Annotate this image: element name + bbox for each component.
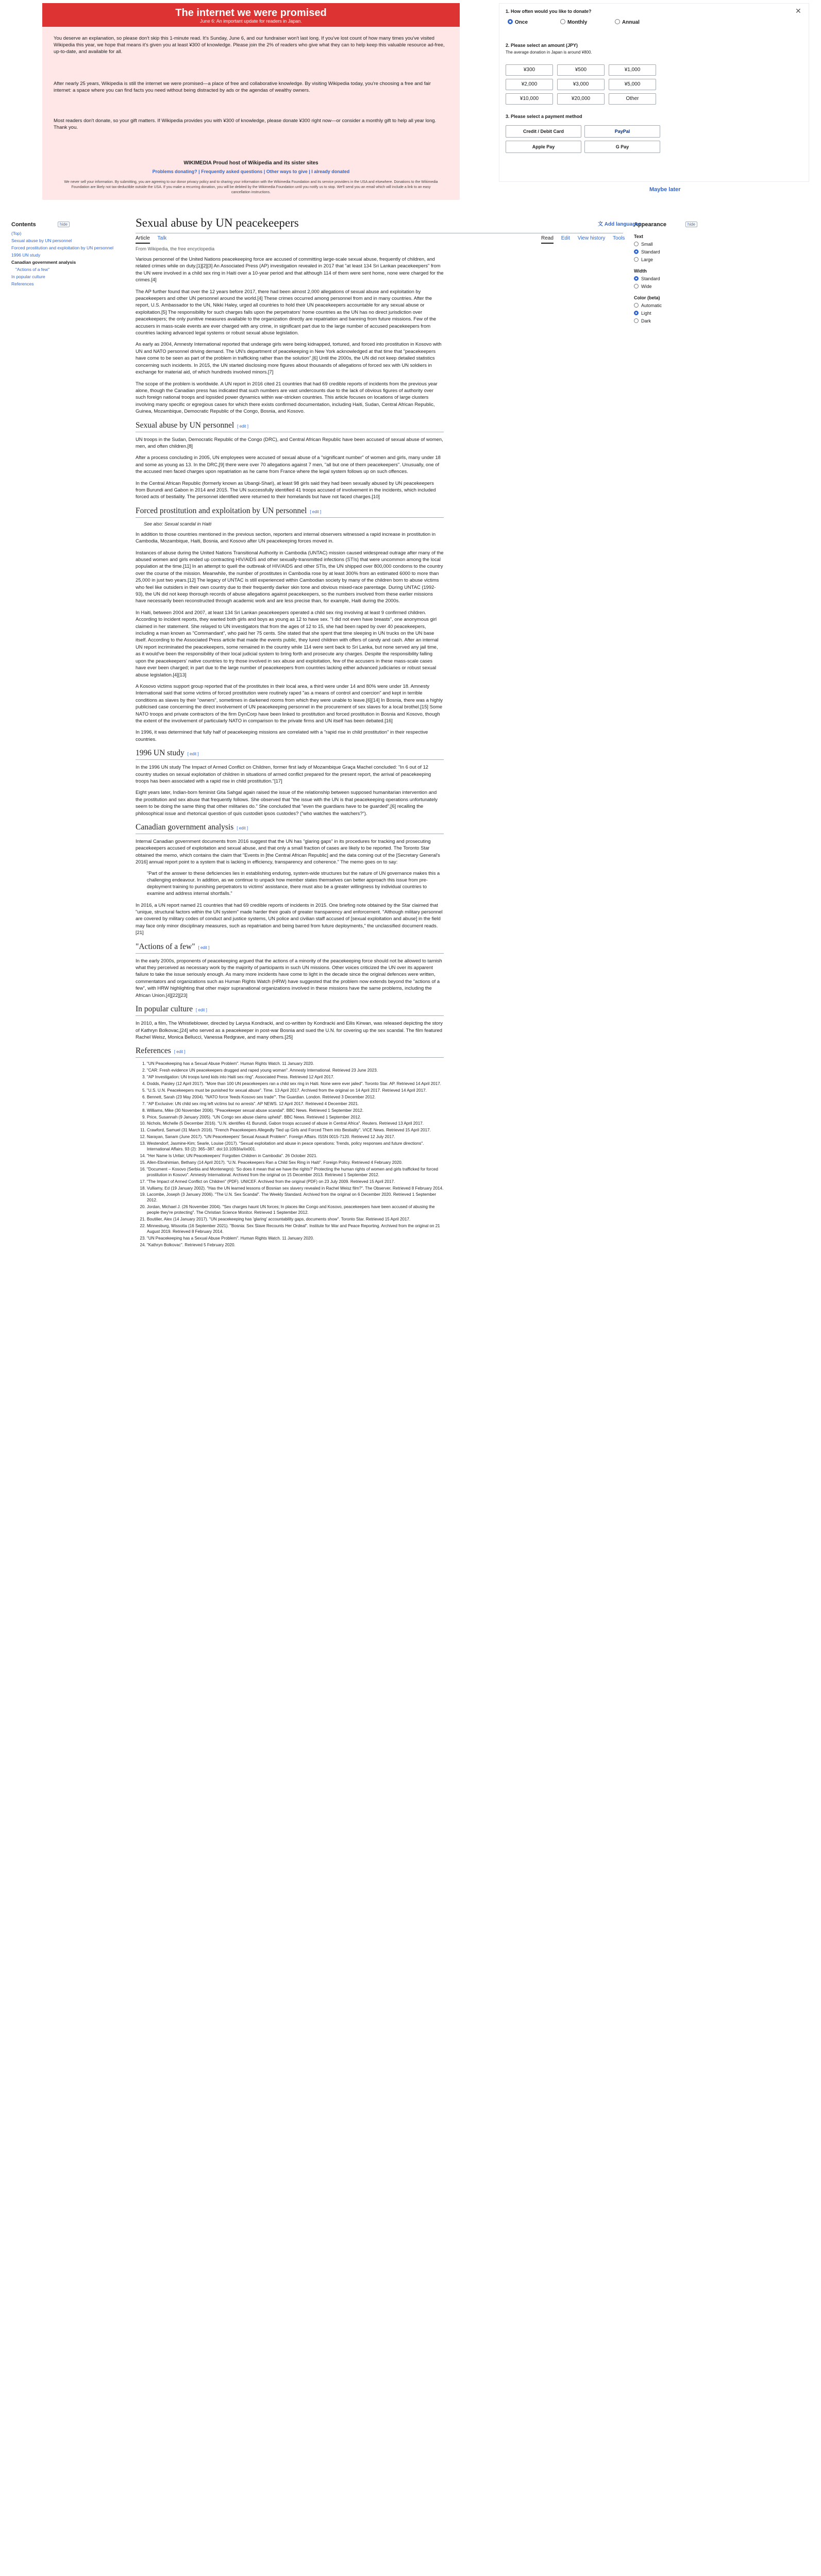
reference-item[interactable]: 9. Price, Susannah (9 January 2005). "UN Congo sex abuse claims upheld". BBC News. Retrieved 1 September 2012. — [147, 1115, 444, 1121]
namespace-tabs — [136, 235, 173, 241]
reference-item[interactable]: 3. "AP Investigation: UN troops lured kids into Haiti sex ring". Associated Press. Retrieved 12 April 2017. — [147, 1075, 444, 1080]
toc-item-top[interactable]: (Top) — [11, 231, 22, 236]
reference-item[interactable]: 14. "Her Name Is Unfair; UN Peacekeepers' Forgotten Children in Cambodia". 26 October 2021. — [147, 1154, 444, 1159]
reference-item[interactable]: 10. Nichols, Michelle (5 December 2016). "U.N. identifies 41 Burundi, Gabon troops accused of abuse in Central Africa". Reuters. Retrieved 13 April 2017. — [147, 1121, 444, 1127]
toc-item-actions-of-a-few[interactable]: "Actions of a few" — [15, 267, 50, 272]
radio-monthly[interactable]: Monthly — [560, 19, 587, 25]
radio-once[interactable]: Once — [508, 19, 528, 25]
paragraph: In the early 2000s, proponents of peacekeeping argued that the actions of a minority of the peacekeeping force should not be allowed to tarnish what they perceived as necessary work by the majority of participants in such UN missions. Other voices criticized the UN over its apparent failure to take the issue seriously enough. As many more incidents have come to light in the decade since the original defences were written, commentators and organizations such as Human Rights Watch (HRW) have suggested that the problem now extends beyond the "actions of a few", with HRW highlighting that other major supranational organizations involved in these missions have the same problems, including the African Union.[4][22][23] — [136, 957, 442, 998]
tab-tools[interactable]: Tools — [613, 235, 625, 241]
color-label: Color (beta) — [634, 295, 660, 300]
amount-option[interactable]: ¥5,000 — [609, 79, 656, 90]
paragraph: After a process concluding in 2005, UN employees were accused of sexual abuse of a "significant number" of women and girls, many under 18 and some as young as 13. In the DRC,[9] there were over 70 allegations against 7 men, "all but one of them peacekeepers". Unusually, one of the accused men faced charges upon repatriation as he came from France where the legal system follows up on such offences. — [136, 454, 441, 474]
references-list — [136, 1061, 444, 1248]
appearance-panel — [634, 222, 706, 326]
amount-option[interactable]: ¥2,000 — [506, 79, 553, 90]
toc-hide-button[interactable]: hide — [58, 222, 70, 227]
wikimedia-logo-row: WIKIMEDIA Proud host of Wikipedia and its sister sites — [183, 160, 319, 166]
lead-paragraph: As early as 2004, Amnesty International reported that underage girls were being kidnapped, tortured, and forced into prostitution in Kosovo with UN and NATO personnel driving demand. The UN's department of peacekeeping in New York acknowledged at that time that "peacekeepers have come to be seen as part of the problem in trafficking rather than the solution".[6] Until the 2000s, the UN did not keep detailed statistics concerning such incidents. In 2015, the UN started disclosing more figures about thousands of allegations of forced sex with UN soldiers in exchange for material aid, of which hundreds involved minors.[7] — [136, 341, 442, 375]
paragraph: In 2016, a UN report named 21 countries that had 69 credible reports of incidents in 2015. One briefing note obtained by the Star claimed that "unique, structural factors within the UN system" made harder their goals of greater transparency and enforcement. "Although military personnel are covered by military codes of conduct and justice systems, UN police and civilian staff accused of [sexual exploitation and abuse] in the field may face only minor disciplinary measures, such as repatriation and being barred from future deployments," the unclassified document reads.[21] — [136, 902, 443, 936]
toc-item-1996-study[interactable]: 1996 UN study — [11, 252, 41, 258]
paragraph: UN troops in the Sudan, Democratic Republic of the Congo (DRC), and Central African Republic have been accused of sexual abuse of women, men, and often children.[8] — [136, 436, 443, 449]
fundraising-banner — [42, 3, 460, 200]
donation-form — [499, 3, 809, 182]
article-body — [136, 256, 444, 1249]
reference-item[interactable]: 21. Boutilier, Alex (14 January 2017). "UN peacekeeping has 'glaring' accountability gaps, documents show". Toronto Star. Retrieved 15 April 2017. — [147, 1217, 444, 1223]
amount-option[interactable]: ¥10,000 — [506, 93, 553, 105]
toc-item-canadian-analysis[interactable]: Canadian government analysis — [11, 260, 76, 265]
reference-item[interactable]: 6. Bennett, Sarah (23 May 2004). "NATO force 'feeds Kosovo sex trade'". The Guardian. London. Retrieved 3 December 2012. — [147, 1095, 444, 1100]
width-standard-radio[interactable]: Standard — [634, 276, 706, 281]
close-icon[interactable]: ✕ — [795, 7, 801, 15]
reference-item[interactable]: 24. "Kathryn Bolkovac". Retrieved 5 February 2020. — [147, 1243, 444, 1248]
lead-paragraph: Various personnel of the United Nations peacekeeping force are accused of committing large-scale sexual abuse, frequently of children, and related crimes while on duty.[1][2][3] An Associated Press (AP) investigation revealed in 2017 that "at least 134 Sri Lankan peacekeepers" from the UN were involved in a child sex ring in Haiti over a 10-year period and that although 114 of them were sent home, none were charged for the crimes.[4] — [136, 256, 444, 283]
edit-section-link[interactable]: [ edit ] — [237, 423, 248, 429]
banner-paragraph: You deserve an explanation, so please don't skip this 1-minute read. It's Sunday, June 6, and our fundraiser won't last long. If you've lost count of how many times you've visited Wikipedia this year, we hope that means it's given you at least ¥300 of knowledge. Please join the 2% of readers who give what they can to help keep this valuable resource ad-free, up-to-date, and available for all. — [54, 36, 445, 55]
add-languages-button[interactable]: 文 Add languages — [598, 222, 642, 227]
toc-item-sexual-abuse[interactable]: Sexual abuse by UN personnel — [11, 238, 72, 243]
paypal-button[interactable]: PayPal — [584, 125, 660, 138]
amount-option[interactable]: ¥500 — [557, 64, 605, 76]
text-small-radio[interactable]: Small — [634, 242, 706, 247]
reference-item[interactable]: 12. Narayan, Sanam (June 2017). "UN Peacekeepers' Sexual Assault Problem". Foreign Affairs. ISSN 0015-7120. Retrieved 12 July 2017. — [147, 1134, 444, 1140]
section-heading: Canadian government analysis [ edit ] — [136, 823, 444, 834]
color-light-radio[interactable]: Light — [634, 311, 706, 316]
amount-other-input[interactable]: Other — [609, 93, 656, 105]
paragraph: A Kosovo victims support group reported that of the prostitutes in their local area, a third were under 14 and 80% were under 18. Amnesty International said that some victims of forced prostitution were routinely raped "as a means of control and coercion" and kept in terrible conditions as slaves by their "owners", sometimes in darkened rooms from which they were unable to leave.[6][14] In Bosnia, there was a highly publicised case concerning the direct involvement of UN peacekeeping personnel in the procurement of sex slaves for a local brothel.[15] Some NATO troops and private contractors of the firm DynCorp have been linked to prostitution and forced prostitution in Bosnia and Kosovo, though the extent of the involvement of particularly NATO in comparison to the private firms and UN itself has been debated.[16] — [136, 683, 443, 723]
toc-item-references[interactable]: References — [11, 281, 34, 286]
appearance-hide-button[interactable]: hide — [685, 222, 697, 227]
reference-item[interactable]: 17. "The Impact of Armed Conflict on Children" (PDF). UNICEF. Archived from the original (PDF) on 23 July 2009. Retrieved 15 April 2017. — [147, 1179, 444, 1185]
amount-note: The average donation in Japan is around ¥800. — [506, 50, 592, 55]
appearance-title: Appearance — [634, 222, 666, 228]
text-standard-radio[interactable]: Standard — [634, 249, 706, 255]
amount-option[interactable]: ¥300 — [506, 64, 553, 76]
section-heading: In popular culture [ edit ] — [136, 1005, 444, 1016]
see-also-note[interactable]: See also: Sexual scandal in Haiti — [144, 521, 212, 527]
edit-section-link[interactable]: [ edit ] — [310, 509, 322, 514]
paragraph: In Haiti, between 2004 and 2007, at least 134 Sri Lankan peacekeepers operated a child sex ring involving at least 9 confirmed children. According to incident reports, they wanted both girls and boys as young as 12 to have sex. "I did not even have breasts", one anonymous girl claimed in her statement. She relayed to UN investigators that from the ages of 12 to 15, she had been raped by over 40 peacekeepers, including a man known as "Commandant", who paid her 75 cents. She stated that she spent that time sleeping in UN trucks on the UN base itself. According to the Associated Press article that made the events public, they lured children with offers of candy and cash. After an internal UN report incriminated the peacekeepers, some remained in the country while 114 were sent back to Sri Lanka, but none served any jail time, as it would've been the responsibility of their local judicial system to bring forth and prosecute any charges. Despite the responsibility falling upon the peacekeepers' native countries to try those involved in sex abuse and exploitation, few of the accusers in these mass-scale cases have ever been charged; in part due to the large number of peacekeepers from countries lacking either advanced judiciaries or robust sexual abuse legislation.[4][13] — [136, 609, 439, 677]
paragraph: In 1996, it was determined that fully half of peacekeeping missions are correlated with a "rapid rise in child prostitution" in their respective countries. — [136, 729, 428, 742]
amount-option[interactable]: ¥1,000 — [609, 64, 656, 76]
reference-item[interactable]: 7. "AP Exclusive: UN child sex ring left victims but no arrests". AP NEWS. 12 April 2017. Retrieved 4 December 2021. — [147, 1101, 444, 1107]
reference-item[interactable]: 15. Allen-Ebrahimian, Bethany (14 April 2017). "U.N. Peacekeepers Ran a Child Sex Ring in Haiti". Foreign Policy. Retrieved 4 February 2020. — [147, 1160, 444, 1166]
table-of-contents — [11, 222, 114, 289]
banner-fine-print: We never sell your information. By submitting, you are agreeing to our donor privacy policy and to sharing your information with the Wikimedia Foundation and its service providers in the USA and elsewhere. Donations to the Wikimedia Foundation are likely not tax-deductible outside the USA. If you make a recurring donation, you will be debited by the Wikimedia Foundation until you notify us to stop. We'll send you an email which will include a link to an easy cancellation instructions. — [64, 180, 438, 194]
reference-item[interactable]: 1. "UN Peacekeeping has a Sexual Abuse Problem". Human Rights Watch. 11 January 2020. — [147, 1061, 444, 1067]
credit-card-button[interactable]: Credit / Debit Card — [506, 125, 581, 138]
reference-item[interactable]: 4. Dodds, Paisley (12 April 2017). "More than 100 UN peacekeepers ran a child sex ring in Haiti. None were ever jailed". Toronto Star. AP. Retrieved 14 April 2017. — [147, 1081, 444, 1087]
reference-item[interactable]: 22. Minnesburg, Wissotta (16 September 2021). "Bosnia: Sex Slave Recounts Her Ordeal". Institute for War and Peace Reporting. Archived from the original on 21 August 2019. Retrieved 8 February 2014. — [147, 1224, 444, 1235]
edit-section-link[interactable]: [ edit ] — [174, 1049, 186, 1055]
banner-title: The internet we were promised — [175, 7, 327, 19]
paragraph: Eight years later, Indian-born feminist Gita Sahgal again raised the issue of the relationship between supposed humanitarian intervention and the prostitution and sex abuse that frequently follows. She observed that "the issue with the UN is that peacekeeping operations unfortunately seem to be doing the same thing that other militaries do." She concluded that "even the guardians have to be guarded",[6] recalling the philosophical issue and rhetorical question of quis custodiet ipsos custodes? ("who watches the watchers?"). — [136, 789, 438, 816]
apple-pay-button[interactable]: Apple Pay — [506, 141, 581, 153]
block-quote: "Part of the answer to these deficiencies lies in establishing enduring, system-wide structures but the nature of UN governance makes this a challenging endeavour. In addition, as we continue to unpack how member states themselves can better approach this issue from pre-deployment training to punishing perpetrators to victims' assistance, there must also be a greater willingness by individual countries to examine and address internal shortfalls." — [147, 870, 440, 896]
reference-item[interactable]: 20. Jordan, Michael J. (26 November 2004). "Sex charges haunt UN forces; In places like Congo and Kosovo, peacekeepers have been accused of abusing the people they're protecting". The Christian Science Monitor. Retrieved 1 September 2012. — [147, 1205, 444, 1216]
paragraph: In the Central African Republic (formerly known as Ubangi-Shari), at least 98 girls said they had been sexually abused by UN peacekeepers from Burundi and Gabon in 2014 and 2015. The UN successfully identified 41 troops accused of involvement in the incidents, which included forced acts of bestiality. The personnel identified were returned to their homelands but have not faced charges.[10] — [136, 480, 436, 500]
reference-item[interactable]: 19. Lacombe, Joseph (3 January 2006). "The U.N. Sex Scandal". The Weekly Standard. Archived from the original on 6 December 2020. Retrieved 1 September 2012. — [147, 1192, 444, 1204]
edit-section-link[interactable]: [ edit ] — [187, 752, 199, 757]
reference-item[interactable]: 18. Vulliamy, Ed (19 January 2002). "Has the UN learned lessons of Bosnian sex slavery revealed in Rachel Weisz film?". The Observer. Retrieved 8 February 2014. — [147, 1186, 444, 1192]
edit-section-link[interactable]: [ edit ] — [198, 945, 210, 950]
maybe-later-link[interactable]: Maybe later — [649, 187, 681, 193]
toc-title: Contents — [11, 222, 36, 228]
text-large-radio[interactable]: Large — [634, 257, 706, 262]
lead-paragraph: The AP further found that over the 12 years before 2017, there had been almost 2,000 allegations of sexual abuse and exploitation by peacekeepers and other UN personnel around the world.[4] These crimes occurred among personnel from and in many countries. After the report, U.S. Ambassador to the UN, Nikki Haley, urged all countries to hold their UN peacekeepers accountable for any sexual abuse or exploitation.[5] The responsibility for such charges falls upon the perpetrators' home countries as the UN has no direct jurisdiction over peacekeepers; the only punitive measures available to the organization directly are repatriation and banning from future missions. Few of the accusers in mass-scale events are ever charged with any crime, in significant part due to the large number of accused peacekeepers from countries lacking advanced legal systems or robust sexual abuse legislation. — [136, 288, 437, 336]
reference-item[interactable]: 11. Crawford, Samuel (31 March 2016). "French Peacekeepers Allegedly Tied up Girls and Forced Them into Bestiality". VICE News. Retrieved 15 April 2017. — [147, 1128, 444, 1133]
toc-item-forced-prostitution[interactable]: Forced prostitution and exploitation by UN personnel — [11, 245, 113, 250]
reference-item[interactable]: 2. "CAR: Fresh evidence UN peacekeepers drugged and raped young woman". Amnesty International. Retrieved 23 June 2023. — [147, 1068, 444, 1074]
banner-links[interactable]: Problems donating? | Frequently asked questions | Other ways to give | I already donated — [152, 169, 350, 174]
width-wide-radio[interactable]: Wide — [634, 284, 706, 289]
reference-item[interactable]: 16. "Document – Kosovo (Serbia and Montenegro): 'So does it mean that we have the rights?' Protecting the human rights of women and girls trafficked for forced prostitution in Kosovo". Amnesty International. Archived from the original on 15 December 2013. Retrieved 1 September 2012. — [147, 1167, 444, 1178]
banner-paragraph: Most readers don't donate, so your gift matters. If Wikipedia provides you with ¥300 of knowledge, please donate ¥300 right now—or consider a monthly gift to help all year long. Thank you. — [54, 118, 437, 130]
amount-option[interactable]: ¥20,000 — [557, 93, 605, 105]
text-size-label: Text — [634, 234, 643, 239]
section-heading: "Actions of a few" [ edit ] — [136, 942, 444, 954]
amount-option[interactable]: ¥3,000 — [557, 79, 605, 90]
paragraph: Internal Canadian government documents from 2016 suggest that the UN has "glaring gaps" in its procedures for tracking and prosecuting peacekeepers accused of exploitation and sexual abuse, and that only a small fraction of cases are likely to be reported. The Toronto Star obtained the memo, which contains the claim that "Events in [the Central African Republic] and the data coming out of the [Secretary General's 2016] annual report point to a system that is lacking in efficiency, transparency and coherence." The memo goes on to say: — [136, 838, 440, 865]
tab-article[interactable]: Article — [136, 235, 150, 244]
lead-paragraph: The scope of the problem is worldwide. A UN report in 2016 cited 21 countries that had 69 credible reports of incidents from the previous year alone, though the Canadian press has indicated that such numbers are vast undercounts due to the lack of obvious figures of authority over such foreign national troops and lopsided power dynamics within war-stricken countries. This article focuses on locations of large clusters involving many specific or egregious cases for which there exists confirmed documentation, including Haiti, Sudan, Central African Republic, Guinea, Mozambique, Democratic Republic of the Congo, Bosnia, and Kosovo. — [136, 380, 438, 414]
edit-section-link[interactable]: [ edit ] — [237, 826, 248, 831]
view-tabs — [541, 235, 631, 241]
tab-read[interactable]: Read — [541, 235, 554, 244]
edit-section-link[interactable]: [ edit ] — [196, 1008, 207, 1013]
section-heading: 1996 UN study [ edit ] — [136, 749, 444, 760]
paragraph: In the 1996 UN study The Impact of Armed Conflict on Children, former first lady of Mozambique Graça Machel concluded: "In 6 out of 12 country studies on sexual exploitation of children in situations of armed conflict prepared for the present report, the arrival of peacekeeping troops has been associated with a rapid rise in child prostitution."[17] — [136, 764, 431, 784]
tab-view-history[interactable]: View history — [577, 235, 606, 241]
section-heading: Sexual abuse by UN personnel [ edit ] — [136, 421, 444, 432]
frequency-question: 1. How often would you like to donate? — [506, 9, 592, 14]
from-wikipedia-note: From Wikipedia, the free encyclopedia — [136, 246, 215, 251]
paragraph: In addition to those countries mentioned in the previous section, reporters and internal observers witnessed a rapid increase in prostitution in Cambodia, Mozambique, Haiti, Bosnia, and Kosovo after UN peacekeeping forces moved in. — [136, 531, 436, 544]
tab-talk[interactable]: Talk — [157, 235, 167, 241]
color-dark-radio[interactable]: Dark — [634, 318, 706, 324]
banner-paragraph: After nearly 25 years, Wikipedia is still the internet we were promised—a place of free and collaborative knowledge. By visiting Wikipedia today, you're choosing a free and fair internet: a space where you can find facts you need without being distracted by ads or the agendas of wealthy owners. — [54, 81, 431, 93]
radio-annual[interactable]: Annual — [615, 19, 640, 25]
toc-item-popular-culture[interactable]: In popular culture — [11, 274, 45, 279]
reference-item[interactable]: 23. "UN Peacekeeping has a Sexual Abuse Problem". Human Rights Watch. 11 January 2020. — [147, 1236, 444, 1242]
google-pay-button[interactable]: G Pay — [584, 141, 660, 153]
reference-item[interactable]: 5. "U.S. U.N. Peacekeepers must be punished for sexual abuse". Time. 13 April 2017. Archived from the original on 14 April 2017. Retrieved 14 April 2017. — [147, 1088, 444, 1094]
page-title: Sexual abuse by UN peacekeepers — [136, 216, 299, 229]
amount-question: 2. Please select an amount (JPY) — [506, 43, 578, 48]
paragraph: In 2010, a film, The Whistleblower, directed by Larysa Kondracki, and co-written by Kondracki and Eilis Kirwan, was released depicting the story of Kathryn Bolkovac,[24] who served as a peacekeeper in post-war Bosnia and sued the U.N. for covering up the sex scandal. The film featured Rachel Weisz, Monica Bellucci, Vanessa Redgrave, and many others.[25] — [136, 1020, 443, 1040]
section-heading: Forced prostitution and exploitation by UN personnel [ edit ] — [136, 506, 444, 518]
section-heading: References [ edit ] — [136, 1046, 444, 1058]
reference-item[interactable]: 8. Williams, Mike (30 November 2006). "Peacekeeper sexual abuse scandal". BBC News. Retrieved 1 September 2012. — [147, 1108, 444, 1114]
width-label: Width — [634, 268, 647, 274]
banner-subtitle: June 6: An important update for readers in Japan. — [200, 19, 302, 24]
tab-edit[interactable]: Edit — [561, 235, 570, 241]
reference-item[interactable]: 13. Westendorf, Jasmine-Kim; Searle, Louise (2017). "Sexual exploitation and abuse in peace operations: Trends, policy responses and future directions". International Affairs. 93 (2): 365–387. doi:10.1093/ia/iix001. — [147, 1141, 444, 1153]
payment-question: 3. Please select a payment method — [506, 114, 582, 119]
color-automatic-radio[interactable]: Automatic — [634, 303, 706, 308]
paragraph: Instances of abuse during the United Nations Transitional Authority in Cambodia (UNTAC) mission caused widespread outrage after many of the abused women and girls ended up contracting HIV/AIDS and other sexually-transmitted infections (STIs) that were uncommon among the local population at the time.[11] In an attempt to quell the outbreak of HIV/AIDS and other STIs, the UN shipped over 800,000 condoms to the country over the course of the mission. Meanwhile, the number of prostitutes in Cambodia rose by at least 300% from an estimated 6000 to more than 25,000 in just two years.[12] The legacy of UNTAC is still experienced within Cambodian society by many of the children born to abuse victims who feel like outsiders in their own country due to their frequently darker skin tone and obvious mixed-race parentage. During UNTAC (1992-93), the UN did not keep thorough records of abuse allegations against peacekeepers, so the numbers involved from these earlier missions have necessarily been reconstructed through academic work and are less precise than, for example, Haiti during the 2000s. — [136, 549, 444, 604]
banner-header — [42, 3, 460, 27]
